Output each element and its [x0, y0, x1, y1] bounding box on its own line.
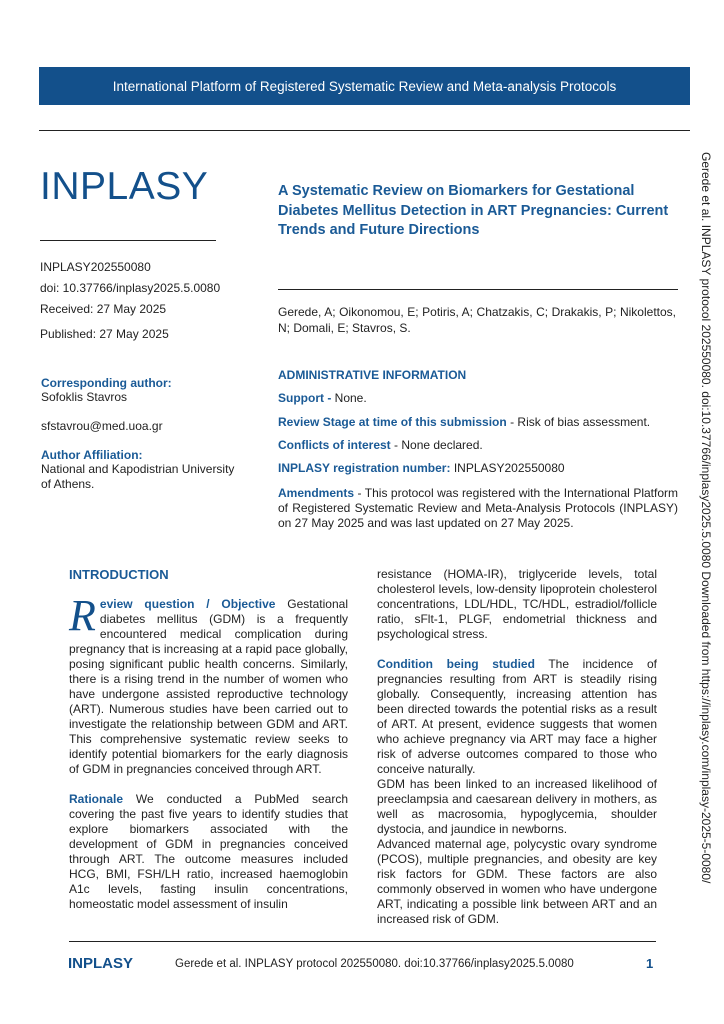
condition-paragraph-3: Advanced maternal age, polycystic ovary syndrome (PCOS), multiple pregnancies, and obesity are key risk factors for GDM. These factors are also commonly observed in women who have undergone ART, indicating a possible link between ART and an increased risk of GDM. [377, 837, 657, 926]
registration-line [278, 461, 678, 476]
intro-heading: INTRODUCTION [69, 567, 169, 582]
affiliation-line-2: of Athens. [41, 477, 95, 491]
received-date: Received: 27 May 2025 [40, 302, 167, 316]
condition-text: The incidence of pregnancies resulting from ART is steadily rising globally. Consequently, increasing attention has been directed towards the potential risks as a result of ART. At present, evidence suggests that women who achieve pregnancy via ART may face a higher risk of adverse outcomes compared to those who conceive naturally. [377, 657, 657, 776]
rationale-continued: resistance (HOMA-IR), triglyceride levels, total cholesterol levels, low-density lipoprotein cholesterol concentrations, LDL/HDL, TC/HDL, estradiol/follicle ratio, sFlt-1, PLGF, endometrial thickness and psychological stress. [377, 567, 657, 641]
conflicts-line [278, 438, 678, 453]
condition-paragraph [377, 657, 657, 777]
drop-cap: R [69, 591, 96, 640]
footer-citation: Gerede et al. INPLASY protocol 202550080. doi:10.37766/inplasy2025.5.0080 [175, 958, 574, 970]
stage-line [278, 415, 678, 430]
affiliation-label: Author Affiliation: [41, 448, 143, 462]
stage-value: - Risk of bias assessment. [506, 415, 651, 429]
stage-label: Review Stage at time of this submission [278, 415, 507, 429]
banner-title: International Platform of Registered Systematic Review and Meta-analysis Protocols [112, 78, 617, 94]
rationale-text: We conducted a PubMed search covering the past five years to identify studies that explore biomarkers associated with the development of GDM in pregnancies conceived through ART. The outcome measures included HCG, BMI, FSH/LH ratio, increased haemoglobin A1c levels, fasting insulin concentrations, homeostatic model assessment of insulin [69, 792, 348, 911]
published-date: Published: 27 May 2025 [40, 327, 169, 341]
corresponding-author-name: Sofoklis Stavros [41, 390, 128, 404]
registration-value: INPLASY202550080 [450, 461, 565, 475]
page-number: 1 [646, 956, 654, 971]
protocol-id: INPLASY202550080 [40, 260, 151, 274]
header-banner [39, 67, 690, 105]
vertical-citation[interactable]: Gerede et al. INPLASY protocol 202550080. doi:10.37766/inplasy2025.5.0080 Downloaded from https://inplasy.com/inplasy-2025-5-0080/ [699, 152, 713, 884]
condition-paragraph-2: GDM has been linked to an increased likelihood of preeclampsia and caesarean delivery in mothers, as well as macrosomia, hypoglycemia, shoulder dystocia, and jaundice in newborns. [377, 777, 657, 836]
support-label: Support - [278, 391, 332, 405]
condition-label: Condition being studied [377, 657, 535, 671]
amendments-line [278, 486, 678, 531]
admin-heading: ADMINISTRATIVE INFORMATION [278, 368, 467, 382]
intro-left-column [69, 567, 348, 912]
support-line [278, 391, 678, 406]
inplasy-logo: INPLASY [40, 165, 209, 208]
review-question-label: eview question / Objective [99, 597, 276, 611]
rationale-paragraph [69, 792, 348, 912]
conflicts-value: - None declared. [390, 438, 483, 452]
rationale-label: Rationale [69, 792, 124, 806]
header-divider [39, 130, 690, 131]
conflicts-label: Conflicts of interest [278, 438, 391, 452]
registration-label: INPLASY registration number: [278, 461, 451, 475]
intro-right-column [377, 567, 657, 927]
affiliation-line-1: National and Kapodistrian University [41, 462, 235, 476]
paper-title: A Systematic Review on Biomarkers for Gestational Diabetes Mellitus Detection in ART Pregnancies: Current Trends and Future Directions [278, 183, 669, 238]
author-list: Gerede, A; Oikonomou, E; Potiris, A; Chatzakis, C; Drakakis, P; Nikolettos, N; Domali, E; Stavros, S. [278, 305, 676, 335]
title-divider [278, 289, 678, 290]
logo-divider [40, 240, 216, 241]
corresponding-author-email[interactable]: sfstavrou@med.uoa.gr [41, 419, 163, 433]
support-value: None. [331, 391, 367, 405]
footer-divider [69, 941, 656, 942]
corresponding-author-label: Corresponding author: [41, 376, 172, 390]
amendments-value: - This protocol was registered with the International Platform of Registered Systematic Review and Meta-Analysis Protocols (INPLASY) on 27 May 2025 and was last updated on 27 May 2025. [278, 486, 678, 530]
footer-logo: INPLASY [68, 955, 134, 972]
amendments-label: Amendments [278, 486, 355, 500]
doi: doi: 10.37766/inplasy2025.5.0080 [40, 281, 221, 295]
review-question-paragraph [69, 591, 348, 777]
review-question-text: Gestational diabetes mellitus (GDM) is a frequently encountered medical complication during pregnancy that is increasing at a rapid pace globally, posing significant public health concerns. Similarly, there is a rising trend in the number of women who have undergone assisted reproductive technology (ART). Numerous studies have been carried out to investigate the relationship between GDM and ART. This comprehensive systematic review seeks to identify potential biomarkers for the early diagnosis of GDM in pregnancies conceived through ART. [69, 597, 348, 776]
